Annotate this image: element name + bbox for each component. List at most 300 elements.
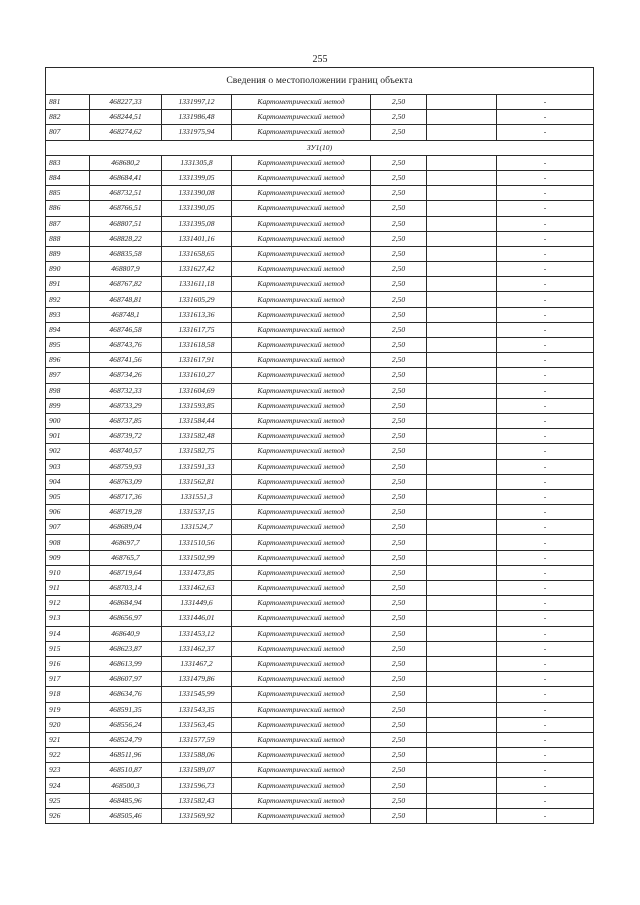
description-cell (427, 565, 497, 580)
section-label: ЗУ1(10) (46, 140, 594, 155)
point-number-cell: 885 (46, 186, 90, 201)
description-cell (427, 201, 497, 216)
table-title-row (46, 68, 594, 95)
point-number-cell: 884 (46, 170, 90, 185)
accuracy-cell: 2,50 (371, 550, 427, 565)
coord-y-cell: 1331658,65 (162, 246, 232, 261)
table-row (46, 277, 594, 292)
coord-x-cell: 468765,7 (90, 550, 162, 565)
coord-y-cell: 1331604,69 (162, 383, 232, 398)
accuracy-cell: 2,50 (371, 520, 427, 535)
coord-x-cell: 468623,87 (90, 641, 162, 656)
description-cell (427, 277, 497, 292)
point-number-cell: 886 (46, 201, 90, 216)
coord-x-cell: 468640,9 (90, 626, 162, 641)
coord-x-cell: 468274,62 (90, 125, 162, 140)
accuracy-cell: 2,50 (371, 216, 427, 231)
coord-x-cell: 468748,81 (90, 292, 162, 307)
method-cell: Картометрический метод (232, 748, 371, 763)
coord-x-cell: 468485,96 (90, 793, 162, 808)
note-cell: - (497, 231, 594, 246)
table-row (46, 778, 594, 793)
table-row (46, 186, 594, 201)
coord-y-cell: 1331593,85 (162, 398, 232, 413)
description-cell (427, 322, 497, 337)
accuracy-cell: 2,50 (371, 338, 427, 353)
method-cell: Картометрический метод (232, 231, 371, 246)
accuracy-cell: 2,50 (371, 292, 427, 307)
description-cell (427, 793, 497, 808)
method-cell: Картометрический метод (232, 246, 371, 261)
point-number-cell: 907 (46, 520, 90, 535)
coord-x-cell: 468656,97 (90, 611, 162, 626)
description-cell (427, 307, 497, 322)
point-number-cell: 899 (46, 398, 90, 413)
description-cell (427, 186, 497, 201)
note-cell: - (497, 125, 594, 140)
coord-y-cell: 1331453,12 (162, 626, 232, 641)
coord-y-cell: 1331399,05 (162, 170, 232, 185)
note-cell: - (497, 186, 594, 201)
table-row (46, 641, 594, 656)
method-cell: Картометрический метод (232, 793, 371, 808)
note-cell: - (497, 641, 594, 656)
description-cell (427, 125, 497, 140)
table-row (46, 702, 594, 717)
coord-y-cell: 1331510,56 (162, 535, 232, 550)
description-cell (427, 170, 497, 185)
accuracy-cell: 2,50 (371, 110, 427, 125)
coord-y-cell: 1331591,33 (162, 459, 232, 474)
method-cell: Картометрический метод (232, 201, 371, 216)
table-row (46, 368, 594, 383)
coord-x-cell: 468746,58 (90, 322, 162, 337)
note-cell: - (497, 505, 594, 520)
accuracy-cell: 2,50 (371, 748, 427, 763)
coord-x-cell: 468763,09 (90, 474, 162, 489)
description-cell (427, 459, 497, 474)
point-number-cell: 910 (46, 565, 90, 580)
table-row (46, 505, 594, 520)
description-cell (427, 808, 497, 823)
table-row (46, 292, 594, 307)
point-number-cell: 895 (46, 338, 90, 353)
note-cell: - (497, 672, 594, 687)
accuracy-cell: 2,50 (371, 535, 427, 550)
note-cell: - (497, 535, 594, 550)
method-cell: Картометрический метод (232, 353, 371, 368)
method-cell: Картометрический метод (232, 155, 371, 170)
coord-y-cell: 1331462,37 (162, 641, 232, 656)
point-number-cell: 898 (46, 383, 90, 398)
description-cell (427, 383, 497, 398)
note-cell: - (497, 474, 594, 489)
note-cell: - (497, 170, 594, 185)
table-row (46, 95, 594, 110)
table-row (46, 398, 594, 413)
table-row (46, 413, 594, 428)
note-cell: - (497, 413, 594, 428)
coord-y-cell: 1331997,12 (162, 95, 232, 110)
table-row (46, 732, 594, 747)
note-cell: - (497, 95, 594, 110)
table-row (46, 338, 594, 353)
accuracy-cell: 2,50 (371, 368, 427, 383)
coord-x-cell: 468634,76 (90, 687, 162, 702)
description-cell (427, 687, 497, 702)
accuracy-cell: 2,50 (371, 489, 427, 504)
point-number-cell: 914 (46, 626, 90, 641)
table-row (46, 322, 594, 337)
method-cell: Картометрический метод (232, 277, 371, 292)
coord-y-cell: 1331537,15 (162, 505, 232, 520)
accuracy-cell: 2,50 (371, 186, 427, 201)
description-cell (427, 656, 497, 671)
note-cell: - (497, 155, 594, 170)
table-row (46, 672, 594, 687)
coord-x-cell: 468697,7 (90, 535, 162, 550)
method-cell: Картометрический метод (232, 581, 371, 596)
accuracy-cell: 2,50 (371, 459, 427, 474)
note-cell: - (497, 808, 594, 823)
point-number-cell: 924 (46, 778, 90, 793)
accuracy-cell: 2,50 (371, 322, 427, 337)
table-row (46, 459, 594, 474)
method-cell: Картометрический метод (232, 763, 371, 778)
note-cell: - (497, 292, 594, 307)
coord-y-cell: 1331390,05 (162, 201, 232, 216)
coord-x-cell: 468807,9 (90, 262, 162, 277)
method-cell: Картометрический метод (232, 444, 371, 459)
point-number-cell: 926 (46, 808, 90, 823)
point-number-cell: 897 (46, 368, 90, 383)
coord-y-cell: 1331589,07 (162, 763, 232, 778)
description-cell (427, 368, 497, 383)
coord-x-cell: 468524,79 (90, 732, 162, 747)
coord-x-cell: 468748,1 (90, 307, 162, 322)
note-cell: - (497, 793, 594, 808)
note-cell: - (497, 732, 594, 747)
note-cell: - (497, 748, 594, 763)
coord-y-cell: 1331582,48 (162, 429, 232, 444)
coord-y-cell: 1331551,3 (162, 489, 232, 504)
coord-y-cell: 1331582,75 (162, 444, 232, 459)
description-cell (427, 262, 497, 277)
description-cell (427, 672, 497, 687)
note-cell: - (497, 338, 594, 353)
note-cell: - (497, 444, 594, 459)
table-row (46, 565, 594, 580)
note-cell: - (497, 626, 594, 641)
point-number-cell: 921 (46, 732, 90, 747)
accuracy-cell: 2,50 (371, 763, 427, 778)
accuracy-cell: 2,50 (371, 793, 427, 808)
coord-y-cell: 1331449,6 (162, 596, 232, 611)
point-number-cell: 902 (46, 444, 90, 459)
coord-x-cell: 468737,85 (90, 413, 162, 428)
description-cell (427, 778, 497, 793)
table-row (46, 550, 594, 565)
method-cell: Картометрический метод (232, 808, 371, 823)
method-cell: Картометрический метод (232, 732, 371, 747)
note-cell: - (497, 307, 594, 322)
accuracy-cell: 2,50 (371, 413, 427, 428)
table-row (46, 216, 594, 231)
method-cell: Картометрический метод (232, 413, 371, 428)
coord-x-cell: 468684,94 (90, 596, 162, 611)
description-cell (427, 596, 497, 611)
accuracy-cell: 2,50 (371, 611, 427, 626)
note-cell: - (497, 550, 594, 565)
method-cell: Картометрический метод (232, 611, 371, 626)
point-number-cell: 882 (46, 110, 90, 125)
description-cell (427, 702, 497, 717)
method-cell: Картометрический метод (232, 596, 371, 611)
method-cell: Картометрический метод (232, 368, 371, 383)
point-number-cell: 903 (46, 459, 90, 474)
coord-y-cell: 1331473,85 (162, 565, 232, 580)
coord-x-cell: 468828,22 (90, 231, 162, 246)
description-cell (427, 732, 497, 747)
point-number-cell: 917 (46, 672, 90, 687)
note-cell: - (497, 368, 594, 383)
accuracy-cell: 2,50 (371, 732, 427, 747)
method-cell: Картометрический метод (232, 474, 371, 489)
table-row (46, 520, 594, 535)
coord-x-cell: 468743,76 (90, 338, 162, 353)
point-number-cell: 919 (46, 702, 90, 717)
table-row (46, 231, 594, 246)
section-row (46, 140, 594, 155)
coord-y-cell: 1331467,2 (162, 656, 232, 671)
note-cell: - (497, 277, 594, 292)
table-row (46, 110, 594, 125)
coord-y-cell: 1331401,16 (162, 231, 232, 246)
note-cell: - (497, 262, 594, 277)
coord-y-cell: 1331562,81 (162, 474, 232, 489)
point-number-cell: 906 (46, 505, 90, 520)
coord-x-cell: 468684,41 (90, 170, 162, 185)
point-number-cell: 904 (46, 474, 90, 489)
point-number-cell: 912 (46, 596, 90, 611)
coord-y-cell: 1331479,86 (162, 672, 232, 687)
coord-y-cell: 1331569,92 (162, 808, 232, 823)
method-cell: Картометрический метод (232, 186, 371, 201)
coord-x-cell: 468613,99 (90, 656, 162, 671)
method-cell: Картометрический метод (232, 565, 371, 580)
method-cell: Картометрический метод (232, 520, 371, 535)
note-cell: - (497, 322, 594, 337)
note-cell: - (497, 489, 594, 504)
description-cell (427, 95, 497, 110)
note-cell: - (497, 383, 594, 398)
note-cell: - (497, 353, 594, 368)
coord-y-cell: 1331605,29 (162, 292, 232, 307)
accuracy-cell: 2,50 (371, 95, 427, 110)
coord-y-cell: 1331613,36 (162, 307, 232, 322)
point-number-cell: 901 (46, 429, 90, 444)
description-cell (427, 474, 497, 489)
table-row (46, 763, 594, 778)
accuracy-cell: 2,50 (371, 444, 427, 459)
method-cell: Картометрический метод (232, 110, 371, 125)
description-cell (427, 413, 497, 428)
accuracy-cell: 2,50 (371, 808, 427, 823)
coord-x-cell: 468733,29 (90, 398, 162, 413)
method-cell: Картометрический метод (232, 641, 371, 656)
point-number-cell: 891 (46, 277, 90, 292)
coord-y-cell: 1331524,7 (162, 520, 232, 535)
coord-x-cell: 468703,14 (90, 581, 162, 596)
table-row (46, 808, 594, 823)
coord-x-cell: 468505,46 (90, 808, 162, 823)
coord-x-cell: 468732,33 (90, 383, 162, 398)
point-number-cell: 883 (46, 155, 90, 170)
coord-y-cell: 1331545,99 (162, 687, 232, 702)
coord-y-cell: 1331617,75 (162, 322, 232, 337)
note-cell: - (497, 687, 594, 702)
coord-x-cell: 468767,82 (90, 277, 162, 292)
description-cell (427, 110, 497, 125)
note-cell: - (497, 216, 594, 231)
point-number-cell: 920 (46, 717, 90, 732)
point-number-cell: 911 (46, 581, 90, 596)
accuracy-cell: 2,50 (371, 672, 427, 687)
table-row (46, 748, 594, 763)
description-cell (427, 398, 497, 413)
coord-x-cell: 468680,2 (90, 155, 162, 170)
point-number-cell: 890 (46, 262, 90, 277)
method-cell: Картометрический метод (232, 338, 371, 353)
coord-y-cell: 1331975,94 (162, 125, 232, 140)
point-number-cell: 909 (46, 550, 90, 565)
coord-y-cell: 1331986,48 (162, 110, 232, 125)
accuracy-cell: 2,50 (371, 201, 427, 216)
table-row (46, 717, 594, 732)
point-number-cell: 916 (46, 656, 90, 671)
method-cell: Картометрический метод (232, 125, 371, 140)
point-number-cell: 925 (46, 793, 90, 808)
description-cell (427, 155, 497, 170)
table-row (46, 656, 594, 671)
description-cell (427, 246, 497, 261)
description-cell (427, 611, 497, 626)
accuracy-cell: 2,50 (371, 353, 427, 368)
coord-x-cell: 468510,87 (90, 763, 162, 778)
table-row (46, 474, 594, 489)
coord-y-cell: 1331462,63 (162, 581, 232, 596)
description-cell (427, 444, 497, 459)
table-row (46, 353, 594, 368)
note-cell: - (497, 565, 594, 580)
method-cell: Картометрический метод (232, 550, 371, 565)
method-cell: Картометрический метод (232, 672, 371, 687)
coord-y-cell: 1331390,08 (162, 186, 232, 201)
coord-x-cell: 468734,26 (90, 368, 162, 383)
table-row (46, 489, 594, 504)
accuracy-cell: 2,50 (371, 596, 427, 611)
accuracy-cell: 2,50 (371, 383, 427, 398)
method-cell: Картометрический метод (232, 656, 371, 671)
method-cell: Картометрический метод (232, 322, 371, 337)
method-cell: Картометрический метод (232, 702, 371, 717)
table-row (46, 444, 594, 459)
method-cell: Картометрический метод (232, 307, 371, 322)
note-cell: - (497, 459, 594, 474)
coord-x-cell: 468607,97 (90, 672, 162, 687)
accuracy-cell: 2,50 (371, 170, 427, 185)
table-title: Сведения о местоположении границ объекта (46, 68, 594, 95)
coord-y-cell: 1331588,06 (162, 748, 232, 763)
coord-x-cell: 468719,28 (90, 505, 162, 520)
table-row (46, 793, 594, 808)
accuracy-cell: 2,50 (371, 125, 427, 140)
table-row (46, 611, 594, 626)
coord-y-cell: 1331610,27 (162, 368, 232, 383)
accuracy-cell: 2,50 (371, 778, 427, 793)
note-cell: - (497, 110, 594, 125)
table-row (46, 383, 594, 398)
accuracy-cell: 2,50 (371, 262, 427, 277)
method-cell: Картометрический метод (232, 292, 371, 307)
method-cell: Картометрический метод (232, 687, 371, 702)
note-cell: - (497, 429, 594, 444)
boundary-coordinates-table (45, 67, 594, 824)
coord-x-cell: 468741,56 (90, 353, 162, 368)
method-cell: Картометрический метод (232, 383, 371, 398)
note-cell: - (497, 596, 594, 611)
coord-y-cell: 1331611,18 (162, 277, 232, 292)
description-cell (427, 535, 497, 550)
coord-y-cell: 1331563,45 (162, 717, 232, 732)
coord-x-cell: 468244,51 (90, 110, 162, 125)
table-row (46, 535, 594, 550)
coord-x-cell: 468500,3 (90, 778, 162, 793)
coord-x-cell: 468732,51 (90, 186, 162, 201)
coord-y-cell: 1331395,08 (162, 216, 232, 231)
note-cell: - (497, 702, 594, 717)
accuracy-cell: 2,50 (371, 581, 427, 596)
description-cell (427, 489, 497, 504)
method-cell: Картометрический метод (232, 489, 371, 504)
coord-y-cell: 1331577,59 (162, 732, 232, 747)
description-cell (427, 626, 497, 641)
coord-y-cell: 1331618,58 (162, 338, 232, 353)
point-number-cell: 807 (46, 125, 90, 140)
point-number-cell: 918 (46, 687, 90, 702)
point-number-cell: 893 (46, 307, 90, 322)
coord-x-cell: 468759,93 (90, 459, 162, 474)
accuracy-cell: 2,50 (371, 429, 427, 444)
description-cell (427, 748, 497, 763)
method-cell: Картометрический метод (232, 170, 371, 185)
point-number-cell: 905 (46, 489, 90, 504)
point-number-cell: 889 (46, 246, 90, 261)
accuracy-cell: 2,50 (371, 717, 427, 732)
point-number-cell: 888 (46, 231, 90, 246)
description-cell (427, 641, 497, 656)
coord-y-cell: 1331627,42 (162, 262, 232, 277)
method-cell: Картометрический метод (232, 429, 371, 444)
accuracy-cell: 2,50 (371, 641, 427, 656)
coord-x-cell: 468807,51 (90, 216, 162, 231)
method-cell: Картометрический метод (232, 95, 371, 110)
description-cell (427, 231, 497, 246)
coord-y-cell: 1331582,43 (162, 793, 232, 808)
coord-x-cell: 468227,33 (90, 95, 162, 110)
accuracy-cell: 2,50 (371, 246, 427, 261)
table-row (46, 307, 594, 322)
